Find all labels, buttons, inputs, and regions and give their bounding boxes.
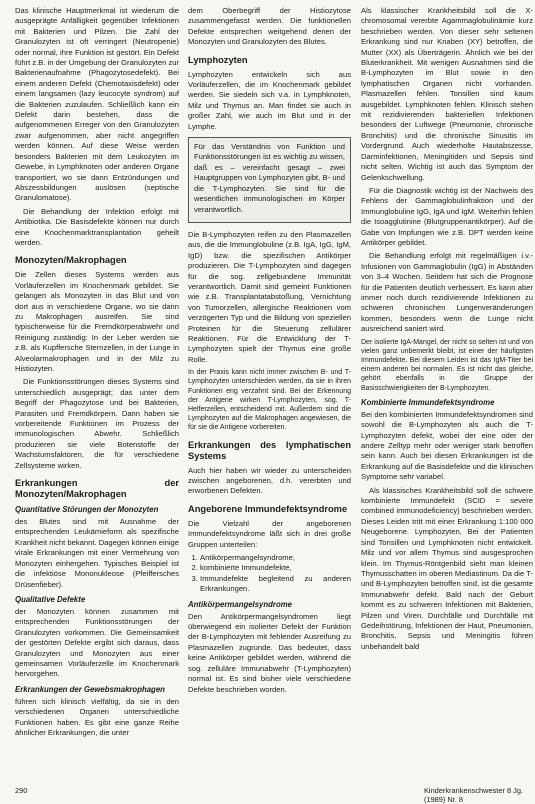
section-heading: Angeborene Immundefektsyndrome [188, 503, 348, 514]
column-2 [188, 6, 351, 766]
paragraph: Die Zellen dieses Systems werden aus Vorläuferzellen im Knochenmark gebildet. Sie gelangen als Monozyten in das Blut und von dort aus in verschiedene Organe, wo sie dann zu Makrophagen ausreifen. Sie sind typischerweise für die Fremdkörperabwehr und Reinigung zuständig: In der Leber werden sie z.B. als Kupffersche Sternzellen, in der Lunge in Alveolarmakrophagen und in der Milz zu Histiozyten. [15, 270, 179, 373]
paragraph: Als klassischer Krankheitsbild soll die X-chromosomal vererbte Agammaglobulinämie kurz beschrieben werden. Von dieser sehr seltenen Erkrankung sind nur Knaben (XY) betroffen, die Mutter (XX) als Überträgerin. Ähnlich wie bei der Bluterkrankheit. Mit wenigen Ausnahmen sind die B-Lymphozyten im Blut sowie in den lymphatischen Organen nicht vorhanden. Plasmazellen fehlen. Tonsillen sind kaum ausgebildet. Lymphknoten fehlen. Klinisch stehen mit rezidivierenden bakteriellen Infektionen besonders der Luftwege (Pneumonie, chronische Bronchitis) und die chronische Sinusitis im Vordergrund. Auch wiederholte Hautabszesse, Darminfektionen, Meningitiden und Sepsis sind nicht selten. Wichtig ist auch das Symptom der Gelenkschwellung. [361, 6, 533, 182]
journal-citation: Kinderkrankenschwester 8 Jg. (1989) Nr. 8 [424, 786, 524, 804]
paragraph: Bei den kombinierten Immundefektsyndromen sind sowohl die B-Lymphozyten als auch die T-Lymphozyten defekt, wobei der eine oder der andere Zelltyp mehr oder weniger stark betroffen sein kann. Auch bei diesen Erkrankungen ist die Erkrankung auf die Basisdefekte und die klinischen Symptome sehr variabel. [361, 409, 533, 482]
paragraph: führen sich klinisch vielfältig, da sie in den verschiedenen Organen unterschiedliche Funktionen haben. Es gibt eine ganze Reihe ähnlicher Erkrankungen, die unter [15, 696, 179, 737]
subsection-heading: Qualitative Defekte [15, 594, 86, 604]
defect-group-list [188, 553, 351, 595]
subsection-heading: Erkrankungen der Gewebsmakrophagen [15, 684, 165, 694]
info-box [188, 137, 351, 223]
paragraph-small: In der Praxis kann nicht immer zwischen B- und T-Lymphozyten unterschieden werden, da sie in ihren Funktionen eng verzahnt sind. Bei der Erkennung der Antigene wirken T-Lymphozyten, sog. T-Helferzellen, entscheidend mit. Außerdem sind die Lymphozyten auf die Makrophagen angewiesen, die für sie die Antigene vorbereiten. [188, 369, 351, 432]
paragraph: Die Funktionsstörungen dieses Systems sind unterschiedlich ausgeprägt; das unter dem Begriff der Phagozytose und bei Bakterien, Parasiten und Fremdkörpern. Dann haben sie vorbereitende Funktionen im Prozess der immunologischen Abwehr. Schließlich produzieren sie viele Botenstoffe der Wachstumsfaktoren, die für verschiedene Zellsysteme wirken. [15, 377, 179, 470]
paragraph: Die Behandlung erfolgt mit regelmäßigen i.v.-Infusionen von Gammaglobulin (IgG) in Abständen von 3–4 Wochen. Seitdem hat sich die Prognose für die Patienten deutlich verbessert. Es kann aber immer noch durch rezidivierende Infektionen zu schweren chronischen Lungenveränderungen kommen, besonders wenn die Lunge nicht ausreichend saniert wird. [361, 251, 533, 334]
paragraph: Als klassisches Krankheitsbild soll die schwere kombinierte Immundefekt (SCID = severe combined immunodeficiency) beschrieben werden. Dieses Leiden tritt mit einer Erkrankung 1:100 000 Neugeborene. Lymphozyten, Bei der Patienten sind Tonsillen und Lymphknoten nicht entwickelt. Milz und vor allem Thymus sind ausgesprochen klein. Im Thymus-Röntgenbild sieht man kleinen Thymusschatten im oberen Mediastinum. Da die T- und B-Lymphozyten betroffen sind, ist die gesamte Immunabwehr defekt. Bald nach der Geburt kommt es zu schweren Infektionen mit Bakterien, Pilzen und Viren. Durchfälle und Durchfälle mit Gedeihstörung, Infektionen der Haut, Pneumonien, Bronchitis, Sepsis und Meningitis führen unbehandelt bald [361, 485, 533, 651]
paragraph: Auch hier haben wir wieder zu unterscheiden zwischen angeborenen, d.h. vererbten und erworbenen Defekten. [188, 465, 351, 496]
section-heading: Lymphozyten [188, 54, 248, 65]
section-heading: Erkrankungen des lymphatischen Systems [188, 439, 351, 461]
list-item: 2. kombinierte Immundefekte, [200, 563, 351, 573]
paragraph: dem Oberbegriff der Histiozytose zusammengefasst werden. Die funktionellen Defekte entsprechen weitgehend denen der Monozyten und Granulozyten des Blutes. [188, 6, 351, 47]
paragraph: Die Behandlung der Infektion erfolgt mit Antibiotika. Die Basisdefekte können nur durch eine Knochenmarktransplantation geheilt werden. [15, 206, 179, 247]
list-item: 3. Immundefekte begleitend zu anderen Erkrankungen. [200, 574, 351, 595]
list-item: 1. Antikörpermangelsyndrome, [200, 553, 351, 563]
column-3 [361, 6, 533, 766]
paragraph: des Blutes sind mit Ausnahme der entsprechenden Leukämieform als spezifische Krankheit nicht bekannt. Dagegen können einige virale Erkrankungen mit einer Vermehrung von Monozyten einhergehen. Typisches Beispiel ist die infektiöse Mononukleose (Pfeiffersches Drüsenfieber). [15, 517, 179, 589]
paragraph: Die Vielzahl der angeborenen Immundefektsyndrome läßt sich in drei große Gruppen unterteilen: [188, 518, 351, 549]
paragraph: Das klinische Hauptmerkmal ist wiederum die ausgeprägte Anfälligkeit gegenüber Infektionen mit Bakterien und Pilzen. Die Zahl der Granulozyten ist oft verringert (Neutropenie) oder normal, ihre Funktion ist gestört. Ein Defekt führt z.B. in der Umgebung der Granulozyten zur Bakterienaufnahme (Phagozytosedefekt). Bei einem anderen Defekt (Chemotaxisdefekt) oder einem langsamen (lazy leucocyte syndrom) auf die Bakterien zuzulaufen. Schließlich kann ein Defekt darin bestehen, dass die aufgenommenen Erreger von den Granulozyten zwar aufgenommen, aber nicht angegriffen werden können. Auf diese Weise werden besonders Bakterien mit dem Leukozyten im Gewebe, in Lymphknoten oder anderen Organe transportiert, wo sie dann Entzündungen und Abszessbildungen auslösen (septische Granulomatose). [15, 6, 179, 203]
subsection-heading: Kombinierte Immundefektsyndrome [361, 397, 495, 407]
info-box-text: Für das Verständnis von Funktion und Funktionsstörungen ist es wichtig zu wissen, daß es – vereinfacht gesagt – zwei Hauptgruppen von Lymphozyten gibt, B- und die T-Lymphozyten. Sie sind für die wesentlichen immunologischen im Körper verantwortlich. [194, 142, 345, 214]
paragraph: Die B-Lymphozyten reifen zu den Plasmazellen aus, die die Immunglobuline (z.B. IgA, IgG, IgM, IgD) bzw. die spezifischen Antikörper produzieren. Die T-Lymphozyten sind dagegen für die sog. zellgebundene Immunität verantwortlich. Damit sind gemeint Funktionen wie z.B. Transplantatabstoßung, Vernichtung von Tumorzellen, allergische Reaktionen vom verzögerten Typ und die Bildung von speziellen Proteinen für die Steuerung zellulärer Reaktionen. Für die Entwicklung der T-Lymphozyten spielt der Thymus eine große Rolle. [188, 229, 351, 364]
section-heading: Erkrankungen der Monozyten/Makrophagen [15, 478, 179, 500]
paragraph: Lymphozyten entwickeln sich aus Vorläuferzellen, die im Knochenmark gebildet werden. Sie siedeln sich v.a. in Lymphknoten, Milz und Thymus an. Man findet sie auch in großer Zahl, wie auch im Blut und in der Lymphe. [188, 69, 351, 131]
section-heading: Monozyten/Makrophagen [15, 255, 127, 266]
paragraph: der Monozyten können zusammen mit entsprechenden Funktionsstörungen der Granulozyten vorkommen. Die Gemeinsamkeit der gestörten Defekte ergibt sich daraus, dass Granulozyten und Monozyten aus einer gemeinsamen Vorläuferzelle im Knochenmark hervorgehen. [15, 606, 179, 679]
page-number: 290 [15, 786, 28, 795]
subsection-heading: Quantitative Störungen der Monozyten [15, 505, 159, 515]
paragraph-small: Der isolierte IgA-Mangel, der nicht so selten ist und von vielen ganz unbemerkt bleibt, ist einer der häufigsten Immundefekte. Bei diesem Leiden ist das IgM-Titer bei einem anderen bei normalen. Es ist nicht das gleiche, gehört ebenfalls in die Gruppe der Basisschwierigkeiten der B-Lymphozyten. [361, 338, 533, 392]
paragraph: Für die Diagnostik wichtig ist der Nachweis des Fehlens der Gammaglobulinfraktion und der Immunglobuline IgG, IgA und IgM. Weiterhin fehlen die Isoagglutinine (Blutgruppenantikörper). Auf die Gabe von Impfungen wie z.B. DPT werden keine Antikörper gebildet. [361, 185, 533, 247]
column-1 [15, 6, 179, 766]
paragraph: Den Antikörpermangelsyndromen liegt überwiegend ein isolierter Defekt der Funktion der B-Lymphozyten mit fehlender Ausreifung zu Plasmazellen zugrunde. Das bedeutet, dass keine Antikörper gebildet werden, während die sog. zelluläre Immunabwehr (T-Lymphozyten) normal ist. Es sind bisher viele verschiedene Defekte beschrieben worden. [188, 611, 351, 694]
subsection-heading: Antikörpermangelsyndrome [188, 599, 292, 609]
